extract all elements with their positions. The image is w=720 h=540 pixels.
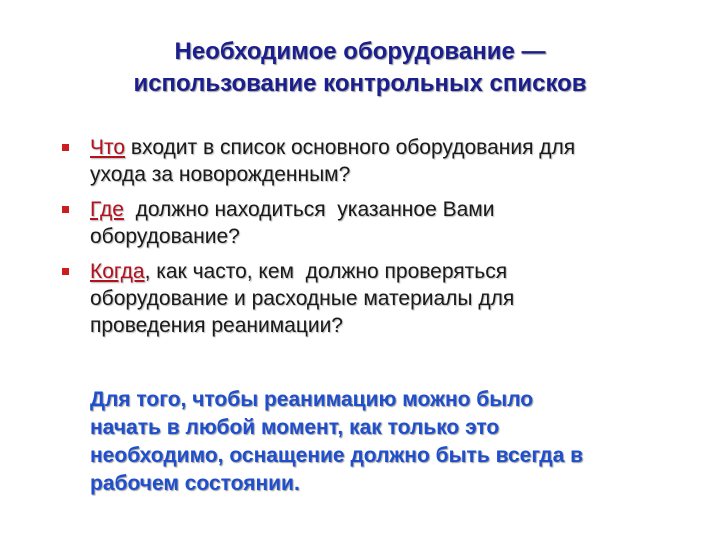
bullet-item-what (62, 134, 662, 188)
bullet-text: оборудование? (90, 225, 240, 248)
title-line-1: Необходимое оборудование — (174, 38, 546, 65)
bullet-text: оборудование и расходные материалы для (90, 287, 515, 310)
slide-title (60, 36, 660, 100)
note-line-3: необходимо, оснащение должно быть всегда в (90, 444, 584, 467)
title-line-2: использование контрольных списков (133, 70, 587, 97)
bullet-text: проведения реанимации? (90, 314, 343, 337)
square-bullet-icon (62, 144, 69, 151)
bullet-list (62, 134, 662, 347)
bullet-item-where (62, 196, 662, 250)
bullet-text: должно находиться указанное Вами (123, 198, 495, 221)
square-bullet-icon (62, 268, 69, 275)
note-line-4: рабочем состоянии. (90, 472, 300, 495)
conclusion-note (90, 386, 680, 498)
bullet-keyword: Где (90, 198, 124, 221)
bullet-text: ухода за новорожденным? (90, 163, 351, 186)
bullet-text: , как часто, кем должно проверяться (144, 260, 508, 283)
bullet-text: входит в список основного оборудования для (125, 136, 576, 159)
note-line-2: начать в любой момент, как только это (90, 416, 500, 439)
bullet-keyword: Когда (90, 260, 145, 283)
note-line-1: Для того, чтобы реанимацию можно было (90, 388, 534, 411)
bullet-item-when (62, 258, 662, 339)
bullet-keyword: Что (90, 136, 126, 159)
square-bullet-icon (62, 206, 69, 213)
